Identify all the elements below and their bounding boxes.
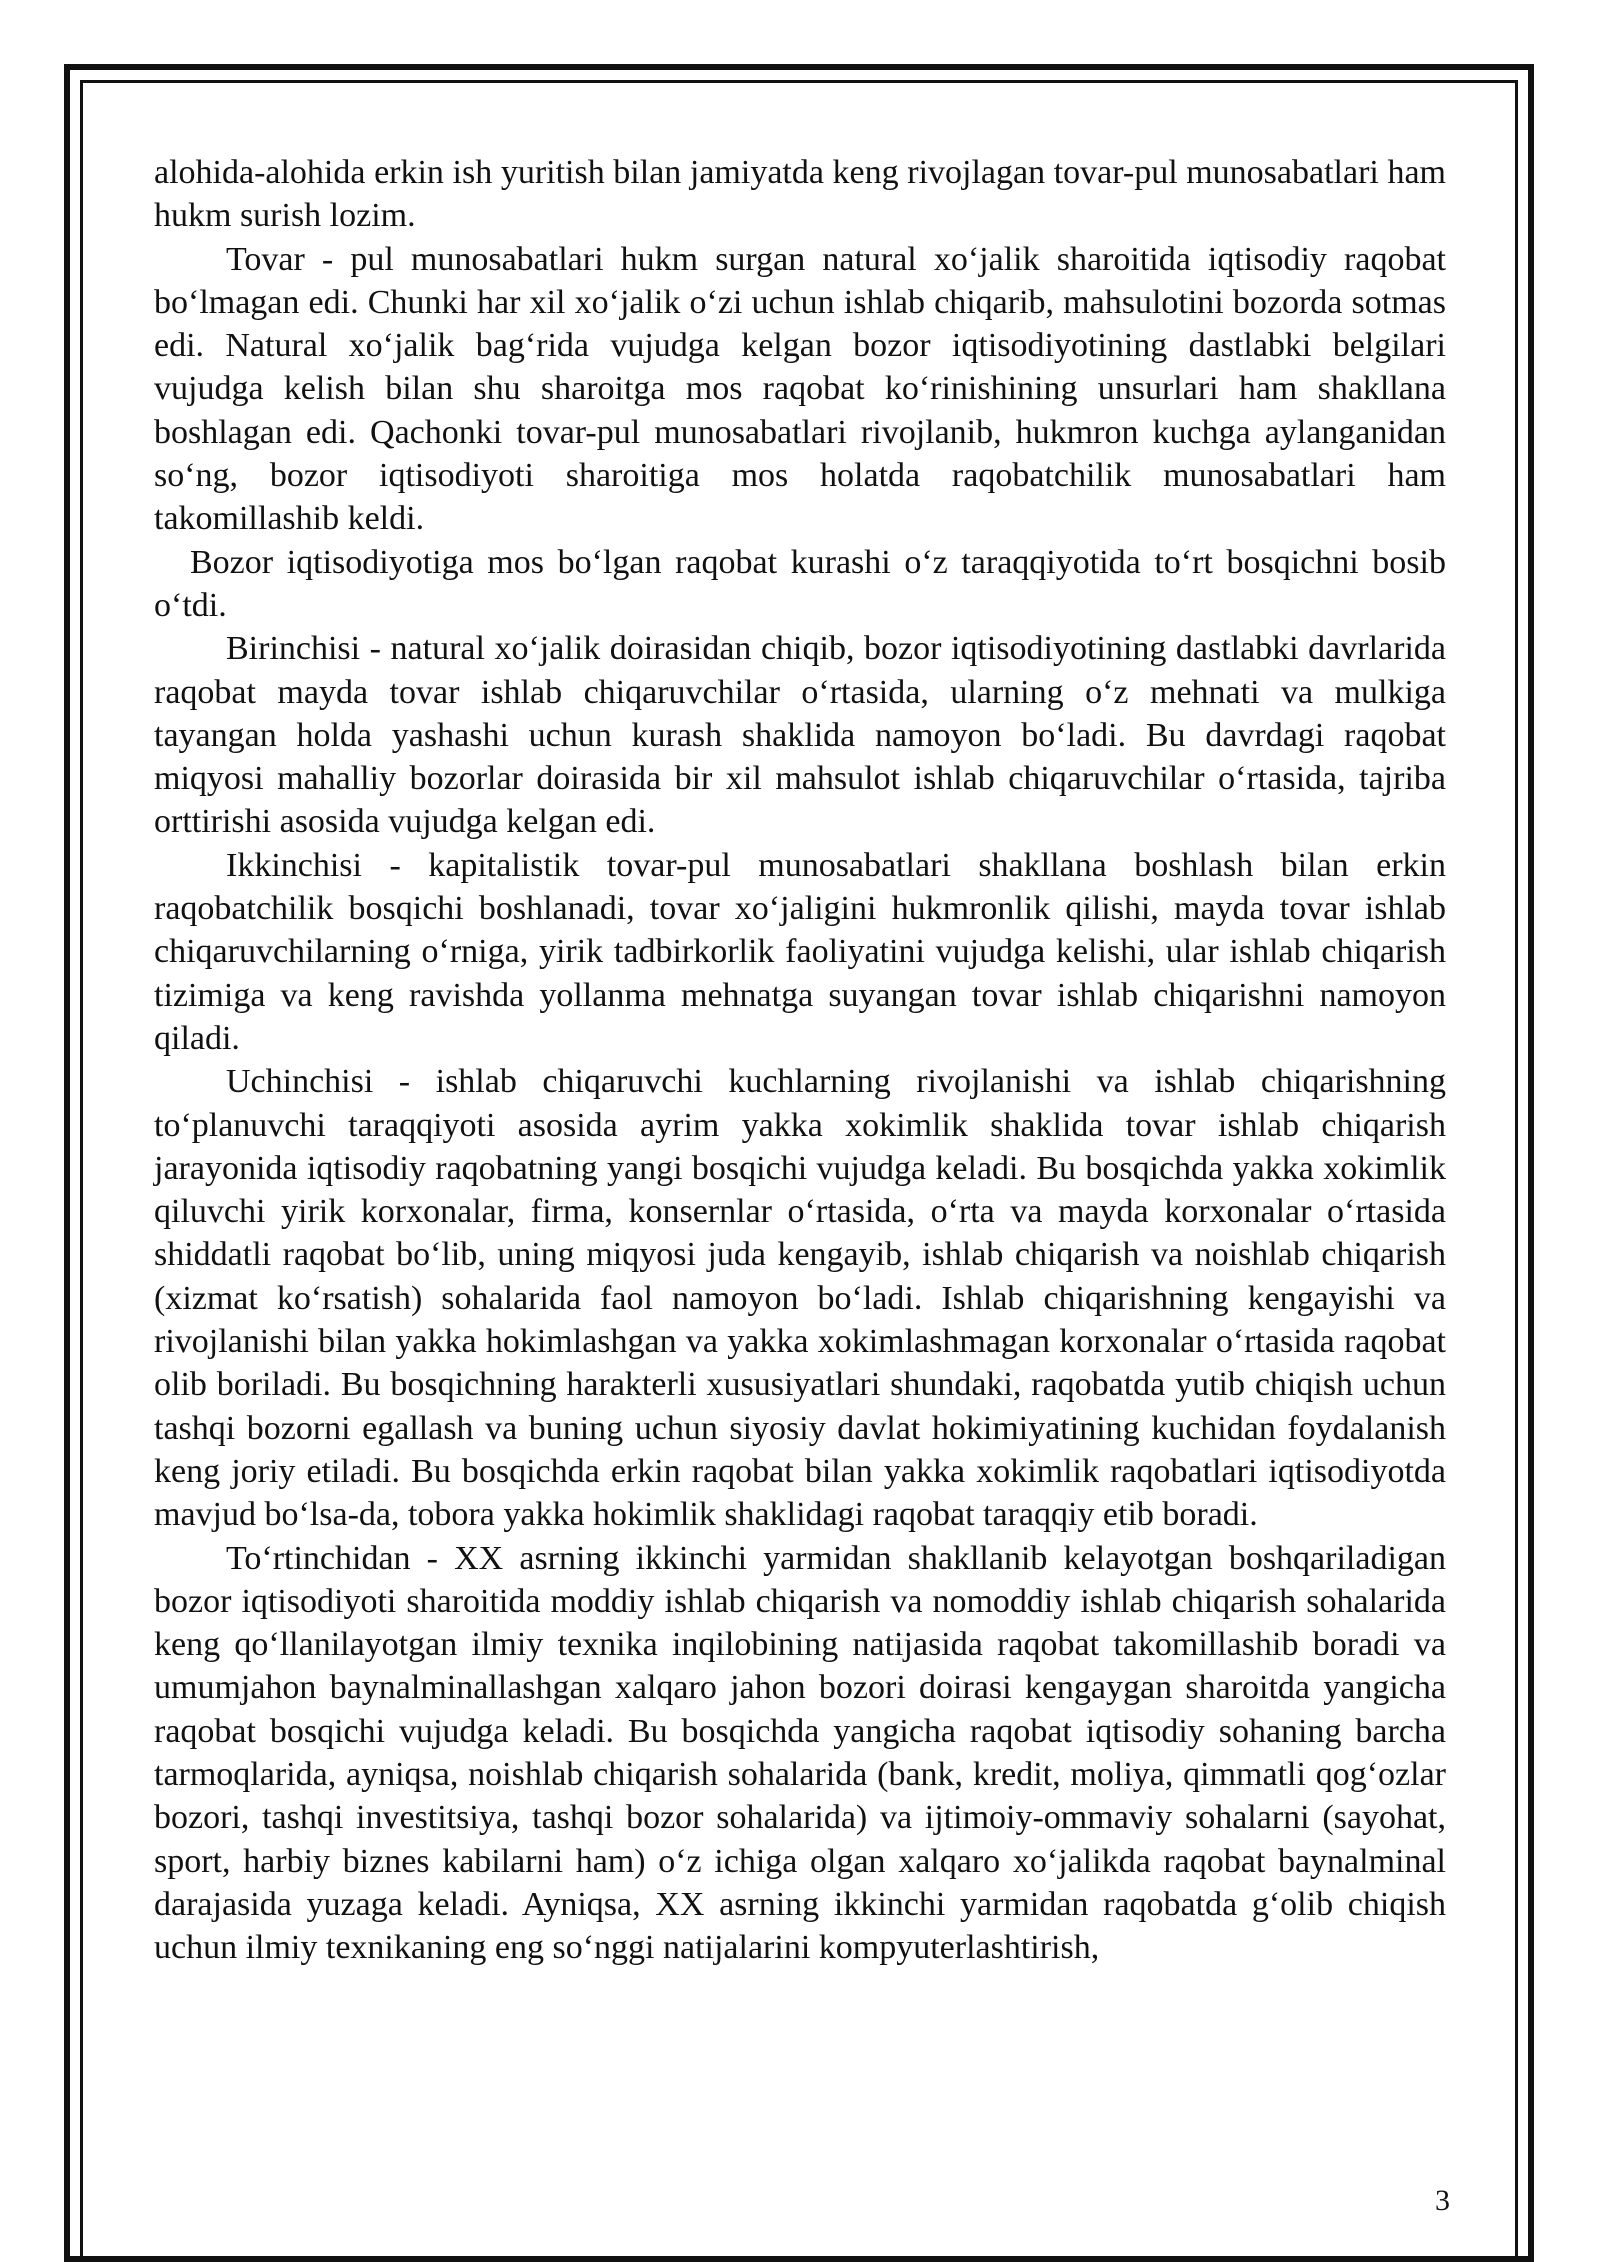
paragraph-second-stage: Ikkinchisi - kapitalistik tovar-pul munosabatlari shakllana boshlash bilan erkin raqobatchilik bosqichi boshlanadi, tovar xoʻjaligini hukmronlik qilishi, mayda tovar ishlab chiqaruvchilarning oʻrniga, yirik tadbirkorlik faoliyatini vujudga kelishi, ular ishlab chiqarish tizimiga va keng ravishda yollanma mehnatga suyangan tovar ishlab chiqarishni namoyon qiladi. — [154, 846, 1446, 1057]
paragraph-third-stage: Uchinchisi - ishlab chiqaruvchi kuchlarning rivojlanishi va ishlab chiqarishning toʻplanuvchi taraqqiyoti asosida ayrim yakka xokimlik shaklida tovar ishlab chiqarish jarayonida iqtisodiy raqobatning yangi bosqichi vujudga keladi. Bu bosqichda yakka xokimlik qiluvchi yirik korxonalar, firma, konsernlar oʻrtasida, oʻrta va mayda korxonalar oʻrtasida shiddatli raqobat boʻlib, uning miqyosi juda kengayib, ishlab chiqarish va noishlab chiqarish (xizmat koʻrsatish) sohalarida faol namoyon boʻladi. Ishlab chiqarishning kengayishi va rivojlanishi bilan yakka hokimlashgan va yakka xokimlashmagan korxonalar oʻrtasida raqobat olib boriladi. Bu bosqichning harakterli xususiyatlari shundaki, raqobatda yutib chiqish uchun tashqi bozorni egallash va buning uchun siyosiy davlat hokimiyatining kuchidan foydalanish keng joriy etiladi. Bu bosqichda erkin raqobat bilan yakka xokimlik raqobatlari iqtisodiyotda mavjud boʻlsa-da, tobora yakka hokimlik shaklidagi raqobat taraqqiy etib boradi. — [154, 1063, 1446, 1534]
paragraph-first-stage: Birinchisi - natural xoʻjalik doirasidan chiqib, bozor iqtisodiyotining dastlabki davrlarida raqobat mayda tovar ishlab chiqaruvchilar oʻrtasida, ularning oʻz mehnati va mulkiga tayangan holda yashashi uchun kurash shaklida namoyon boʻladi. Bu davrdagi raqobat miqyosi mahalliy bozorlar doirasida bir xil mahsulot ishlab chiqaruvchilar oʻrtasida, tajriba orttirishi asosida vujudga kelgan edi. — [154, 630, 1446, 841]
page-number: 3 — [1435, 2184, 1450, 2217]
paragraph-fourth-stage: Toʻrtinchidan - XX asrning ikkinchi yarmidan shakllanib kelayotgan boshqariladigan bozor iqtisodiyoti sharoitida moddiy ishlab chiqarish va nomoddiy ishlab chiqarish sohalarida keng qoʻllanilayotgan ilmiy texnika inqilobining natijasida raqobat takomillashib boradi va umumjahon baynalminallashgan xalqaro jahon bozori doirasi kengaygan sharoitda yangicha raqobat bosqichi vujudga keladi. Bu bosqichda yangicha raqobat iqtisodiy sohaning barcha tarmoqlarida, ayniqsa, noishlab chiqarish sohalarida (bank, kredit, moliya, qimmatli qogʻozlar bozori, tashqi investitsiya, tashqi bozor sohalarida) va ijtimoiy-ommaviy sohalarni (sayohat, sport, harbiy biznes kabilarni ham) oʻz ichiga olgan xalqaro xoʻjalikda raqobat baynalminal darajasida yuzaga keladi. Ayniqsa, XX asrning ikkinchi yarmidan raqobatda gʻolib chiqish uchun ilmiy texnikaning eng soʻnggi natijalarini kompyuterlashtirish, — [154, 1539, 1446, 1967]
paragraph-continuation: alohida-alohida erkin ish yuritish bilan jamiyatda keng rivojlagan tovar-pul munosabatlari ham hukm surish lozim. — [154, 154, 1446, 235]
document-body — [154, 151, 1446, 1969]
paragraph-tovar-pul: Tovar - pul munosabatlari hukm surgan natural xoʻjalik sharoitida iqtisodiy raqobat boʻlmagan edi. Chunki har xil xoʻjalik oʻzi uchun ishlab chiqarib, mahsulotini bozorda sotmas edi. Natural xoʻjalik bagʻrida vujudga kelgan bozor iqtisodiyotining dastlabki belgilari vujudga kelish bilan shu sharoitga mos raqobat koʻrinishining unsurlari ham shakllana boshlagan edi. Qachonki tovar-pul munosabatlari rivojlanib, hukmron kuchga aylanganidan soʻng, bozor iqtisodiyoti sharoitiga mos holatda raqobatchilik munosabatlari ham takomillashib keldi. — [154, 240, 1446, 538]
paragraph-four-stages: Bozor iqtisodiyotiga mos boʻlgan raqobat kurashi oʻz taraqqiyotida toʻrt bosqichni bosib oʻtdi. — [154, 543, 1446, 624]
